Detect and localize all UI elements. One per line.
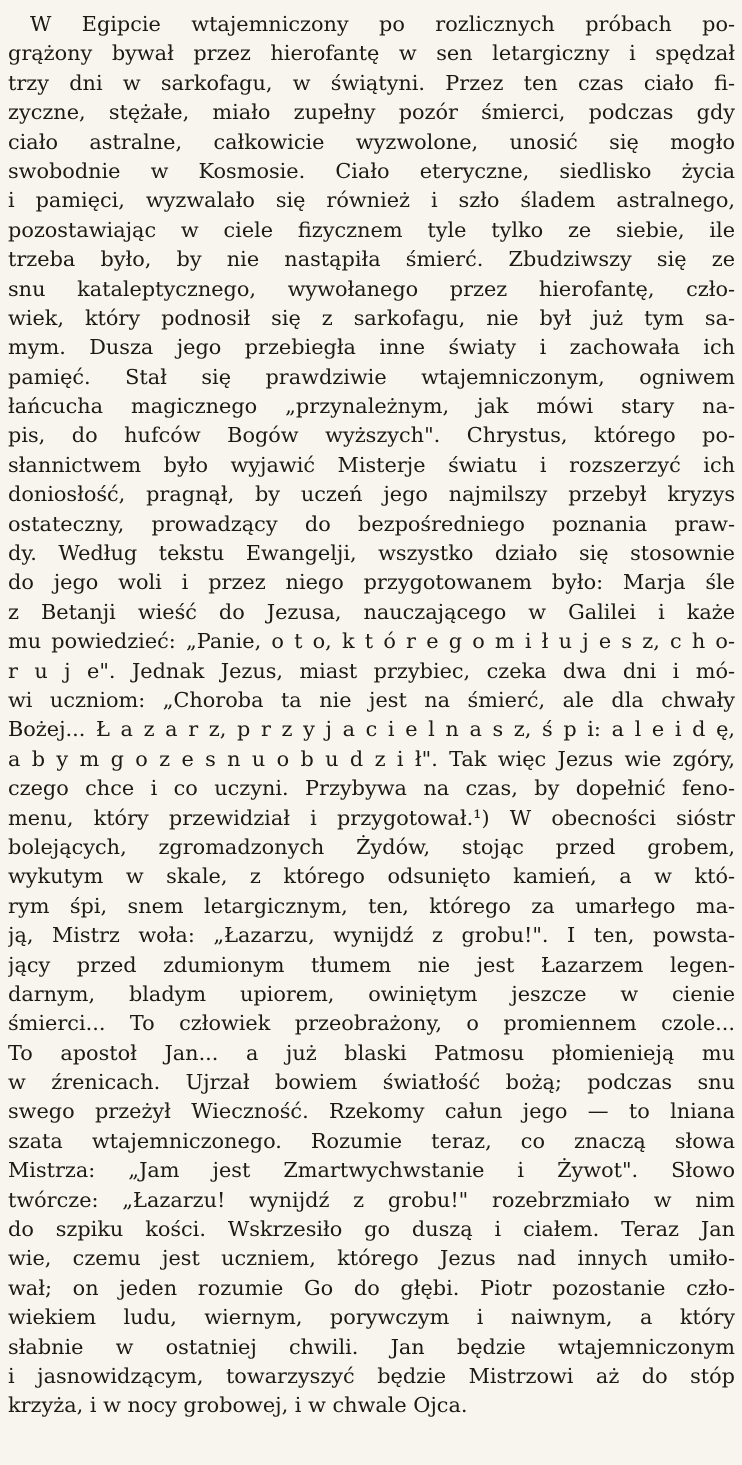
text-line: ciało astralne, całkowicie wyzwolone, unosić się mogło [8,129,735,154]
text-line: menu, który przewidział i przygotował.¹) W obecności sióstr [8,805,735,830]
text-line: pamięć. Stał się prawdziwie wtajemniczonym, ogniwem [8,364,735,389]
text-line: krzyża, i w nocy grobowej, i w chwale Ojca. [8,1393,468,1418]
text-line: twórcze: „Łazarzu! wynijdź z grobu!" rozebrzmiało w nim [8,1187,735,1212]
text-line: Bożej... Ł a z a r z, p r z y j a c i e l n a s z, ś p i: a l e i d ę, [8,717,735,742]
text-line: szata wtajemniczonego. Rozumie teraz, co znaczą słowa [8,1128,735,1153]
text-line: Mistrza: „Jam jest Zmartwychwstanie i Żywot". Słowo [8,1158,735,1183]
text-line: pozostawiając w ciele fizycznem tyle tylko ze siebie, ile [8,217,735,242]
text-line: ostateczny, prowadzący do bezpośredniego poznania praw- [8,511,735,536]
text-line: w źrenicach. Ujrzał bowiem światłość bożą; podczas snu [8,1070,735,1095]
text-line: trzeba było, by nie nastąpiła śmierć. Zbudziwszy się ze [8,247,735,272]
text-line: wi uczniom: „Choroba ta nie jest na śmierć, ale dla chwały [8,687,735,712]
text-line: bolejących, zgromadzonych Żydów, stojąc przed grobem, [8,834,735,859]
text-line: wał; on jeden rozumie Go do głębi. Piotr pozostanie czło- [8,1275,735,1300]
text-line: r u j e". Jednak Jezus, miast przybiec, czeka dwa dni i mó- [8,658,735,683]
text-line: czego chce i co uczyni. Przybywa na czas, by dopełnić feno- [8,776,735,801]
text-line: z Betanji wieść do Jezusa, nauczającego w Galilei i każe [8,599,735,624]
text-line: To apostoł Jan... a już blaski Patmosu płomienieją mu [8,1040,735,1065]
text-line: i jasnowidzącym, towarzyszyć będzie Mistrzowi aż do stóp [8,1363,735,1388]
text-line: pis, do hufców Bogów wyższych". Chrystus, którego po- [8,423,735,448]
text-line: wiek, który podnosił się z sarkofagu, nie był już tym sa- [8,305,735,330]
text-line: darnym, bladym upiorem, owiniętym jeszcze w cienie [8,981,735,1006]
text-line: wie, czemu jest uczniem, którego Jezus nad innych umiło- [8,1246,735,1271]
text-line: grążony bywał przez hierofantę w sen letargiczny i spędzał [8,41,735,66]
text-line: wykutym w skale, z którego odsunięto kamień, a w któ- [8,864,735,889]
document-page [8,10,735,1455]
text-line: jący przed zdumionym tłumem nie jest Łazarzem legen- [8,952,735,977]
text-line: do jego woli i przez niego przygotowanem było: Marja śle [8,570,735,595]
text-line: trzy dni w sarkofagu, w świątyni. Przez ten czas ciało fi- [8,70,735,95]
text-line: mym. Dusza jego przebiegła inne światy i zachowała ich [8,335,735,360]
text-line: śmierci... To człowiek przeobrażony, o promiennem czole... [8,1011,735,1036]
text-line: swego przeżył Wieczność. Rzekomy całun jego — to lniana [8,1099,735,1124]
text-line: W Egipcie wtajemniczony po rozlicznych próbach po- [30,12,735,36]
text-line: mu powiedzieć: „Panie, o t o, k t ó r e g o m i ł u j e s z, c h o- [8,629,735,654]
text-line: i pamięci, wyzwalało się również i szło śladem astralnego, [8,188,735,213]
text-line: rym śpi, snem letargicznym, ten, którego za umarłego ma- [8,893,735,918]
text-line: słannictwem było wyjawić Misterje światu i rozszerzyć ich [8,452,735,477]
text-line: do szpiku kości. Wskrzesiło go duszą i ciałem. Teraz Jan [8,1217,735,1242]
text-line: swobodnie w Kosmosie. Ciało eteryczne, siedlisko życia [8,158,735,183]
text-line: dy. Według tekstu Ewangelji, wszystko działo się stosownie [8,541,735,566]
text-line: wiekiem ludu, wiernym, porywczym i naiwnym, a który [8,1305,735,1330]
text-line: doniosłość, pragnął, by uczeń jego najmilszy przebył kryzys [8,482,735,507]
text-line: słabnie w ostatniej chwili. Jan będzie wtajemniczonym [8,1334,735,1359]
text-line: zyczne, stężałe, miało zupełny pozór śmierci, podczas gdy [8,100,735,125]
text-line: łańcucha magicznego „przynależnym, jak mówi stary na- [8,394,735,419]
text-line: a b y m g o z e s n u o b u d z i ł". Tak więc Jezus wie zgóry, [8,746,735,771]
text-line: snu kataleptycznego, wywołanego przez hierofantę, czło- [8,276,735,301]
text-line: ją, Mistrz woła: „Łazarzu, wynijdź z grobu!". I ten, powsta- [8,923,735,948]
